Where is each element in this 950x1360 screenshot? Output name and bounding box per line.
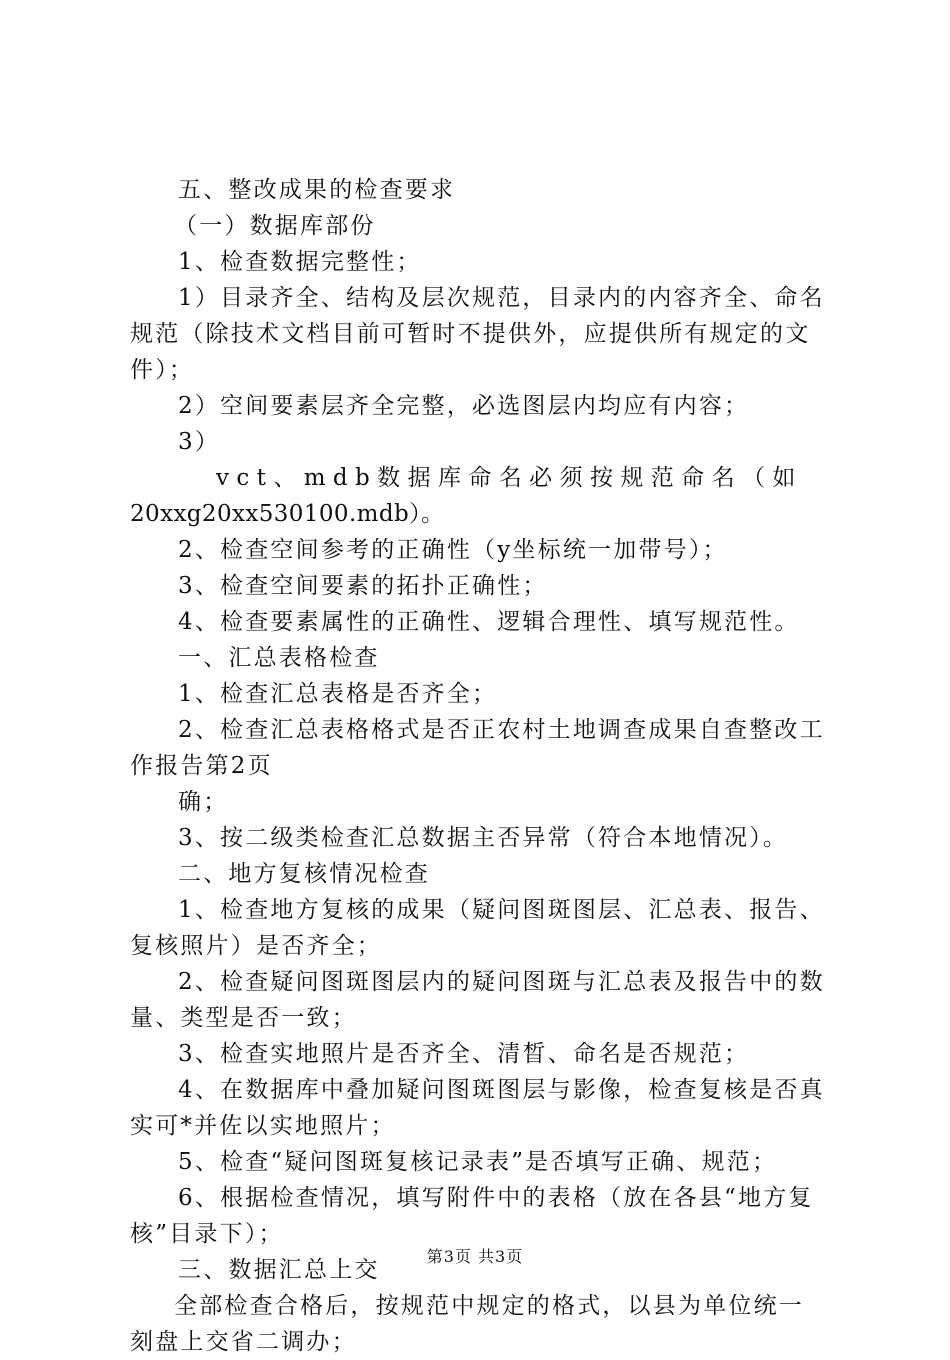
list-item: 2、检查空间参考的正确性（y坐标统一加带号）； (178, 537, 728, 563)
list-item: 1、检查地方复核的成果（疑问图斑图层、汇总表、报告、 (178, 897, 825, 923)
list-item: 3、按二级类检查汇总数据主否异常（符合本地情况）。 (178, 825, 789, 851)
paragraph-line: 复核照片）是否齐全； (130, 933, 382, 959)
list-item: 3、检查实地照片是否齐全、清晳、命名是否规范； (178, 1041, 750, 1067)
subsection-heading: （一）数据库部份 (174, 213, 376, 239)
list-item: 4、检查要素属性的正确性、逻辑合理性、填写规范性。 (178, 609, 800, 635)
paragraph-line: 规范（除技术文档目前可暂时不提供外，应提供所有规定的文 (130, 321, 811, 347)
list-item: 6、根据检查情况，填写附件中的表格（放在各县“地方复 (178, 1185, 814, 1211)
section-heading: 一、汇总表格检查 (178, 645, 380, 671)
section-heading: 三、数据汇总上交 (178, 1257, 380, 1283)
paragraph-line: vct、mdb数据库命名必须按规范命名（如 (216, 465, 803, 491)
paragraph-line: 全部检查合格后，按规范中规定的格式，以县为单位统一 (174, 1293, 804, 1319)
paragraph-line: 2）空间要素层齐全完整，必选图层内均应有内容； (178, 393, 750, 419)
list-item: 1、检查数据完整性； (178, 249, 422, 275)
paragraph-line: 刻盘上交省二调办； (130, 1329, 357, 1355)
paragraph-line: 3） (178, 429, 221, 455)
section-heading: 二、地方复核情况检查 (178, 861, 430, 887)
paragraph-line: 件）； (130, 357, 195, 383)
section-heading: 五、整改成果的检查要求 (178, 177, 456, 203)
paragraph-line: 确； (178, 789, 229, 815)
document-body (130, 172, 832, 1360)
paragraph-line: 量、类型是否一致； (130, 1005, 357, 1031)
list-item: 4、在数据库中叠加疑问图斑图层与影像，检查复核是否真 (178, 1077, 825, 1103)
list-item: 1、检查汇总表格是否齐全； (178, 681, 498, 707)
paragraph-line: 核”目录下）； (130, 1221, 284, 1247)
list-item: 2、检查汇总表格格式是否正农村土地调查成果自查整改工 (178, 717, 825, 743)
page-footer: 第3页 共3页 (426, 1247, 524, 1266)
paragraph-line: 作报告第2页 (130, 753, 273, 779)
list-item: 5、检查“疑问图斑复核记录表”是否填写正确、规范； (178, 1149, 778, 1175)
list-item: 2、检查疑问图斑图层内的疑问图斑与汇总表及报告中的数 (178, 969, 825, 995)
list-item: 3、检查空间要素的拓扑正确性； (178, 573, 548, 599)
paragraph-line: 实可*并佐以实地照片； (130, 1113, 396, 1139)
paragraph-line: 1）目录齐全、结构及层次规范，目录内的内容齐全、命名 (178, 285, 825, 311)
paragraph-line: 20xxg20xx530100.mdb）。 (130, 501, 445, 527)
